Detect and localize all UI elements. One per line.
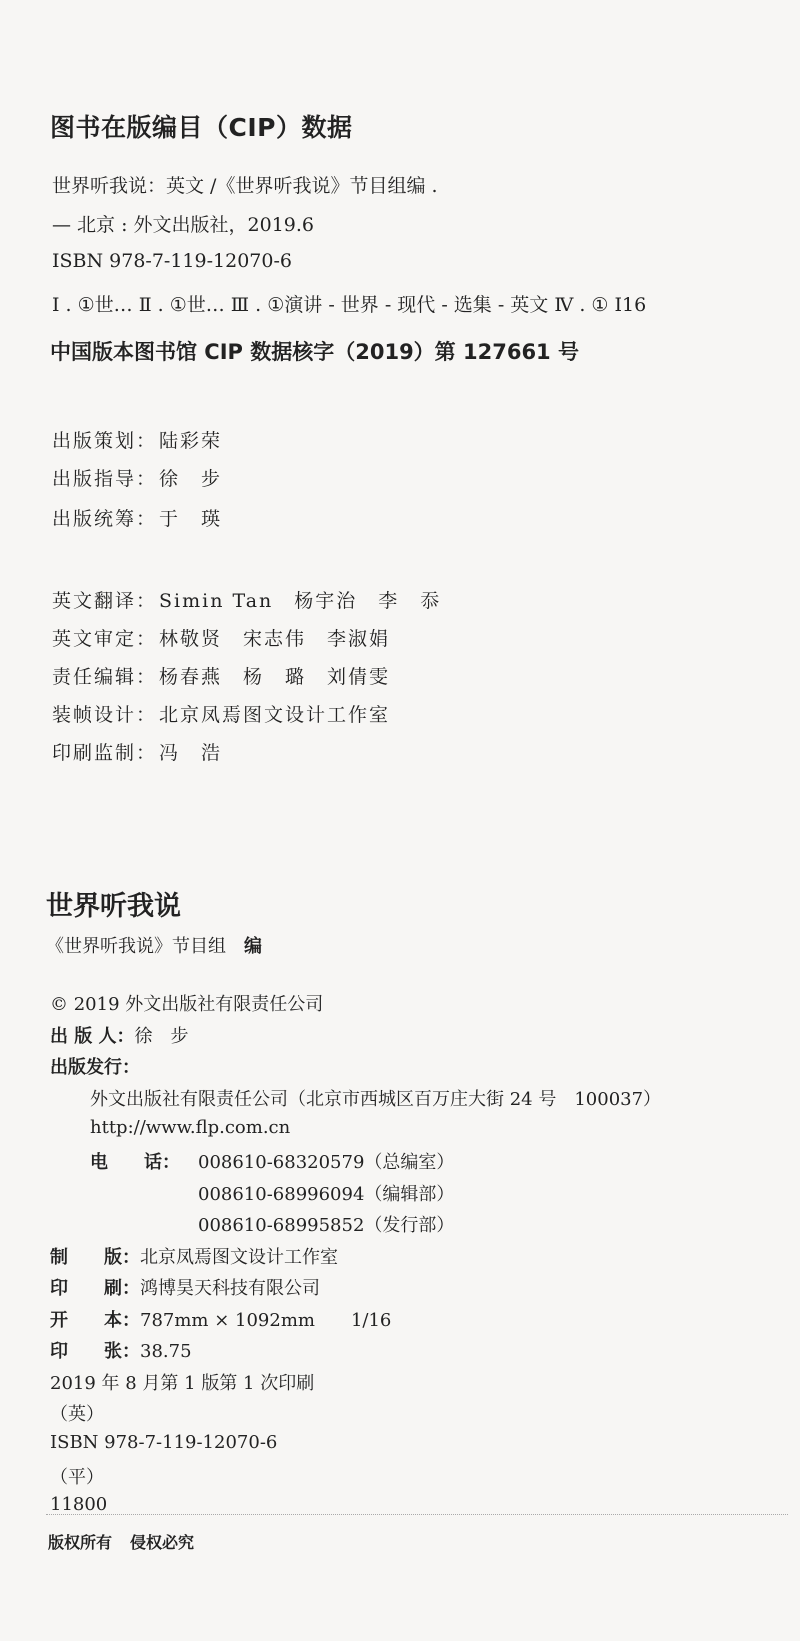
cip-classification-line: Ⅰ . ①世… Ⅱ . ①世… Ⅲ . ①演讲 - 世界 - 现代 - 选集 - 英文 Ⅳ . ① I16 — [52, 294, 647, 316]
credit-key: 出版统筹 — [52, 508, 137, 530]
print-row — [50, 1274, 320, 1300]
publisher-label: 出 版 人： — [50, 1026, 135, 1047]
format-label: 开 本： — [50, 1310, 140, 1331]
credit-row: 印刷监制： 冯 浩 — [52, 738, 222, 765]
binding-line: （平） — [50, 1467, 104, 1488]
plate-value: 北京凤焉图文设计工作室 — [140, 1247, 338, 1268]
credit-value: 徐 步 — [159, 468, 223, 490]
credit-key: 出版策划 — [52, 430, 137, 452]
credit-row: 英文翻译： Simin Tan 杨宇治 李 忝 — [52, 586, 441, 613]
credit-key: 装帧设计 — [52, 704, 137, 726]
plate-label: 制 版： — [50, 1247, 140, 1268]
credit-row: 出版统筹： 于 瑛 — [52, 504, 222, 531]
copyright-notice: © 2019 外文出版社有限责任公司 — [50, 994, 324, 1015]
language-line: （英） — [50, 1404, 104, 1425]
cip-title-line: 世界听我说：英文 /《世界听我说》节目组编 . — [52, 175, 438, 197]
credit-key: 英文翻译 — [52, 590, 137, 612]
rights-reserved: 版权所有 — [48, 1533, 113, 1552]
cip-heading: 图书在版编目（CIP）数据 — [50, 113, 353, 142]
credit-value: 陆彩荣 — [159, 430, 223, 452]
print-label: 印 刷： — [50, 1278, 140, 1299]
divider — [46, 1514, 788, 1515]
credit-key: 英文审定 — [52, 628, 137, 650]
infringement-notice: 侵权必究 — [130, 1533, 195, 1552]
book-editor: 《世界听我说》节目组 — [46, 936, 226, 957]
credit-key: 印刷监制 — [52, 742, 137, 764]
publisher-row — [50, 1022, 189, 1048]
credit-value: 林敬贤 宋志伟 李淑娟 — [159, 628, 391, 650]
book-editor-role: 编 — [244, 936, 262, 957]
rights-notice — [48, 1530, 194, 1553]
sheets-row — [50, 1337, 192, 1363]
book-title: 世界听我说 — [46, 891, 181, 922]
phone-label: 电 话： — [90, 1152, 180, 1173]
credit-value: 北京凤焉图文设计工作室 — [159, 704, 391, 726]
phone-value: 008610-68320579（总编室） — [198, 1152, 455, 1173]
credit-row: 装帧设计： 北京凤焉图文设计工作室 — [52, 700, 390, 727]
credit-value: 于 瑛 — [159, 508, 223, 530]
credit-key: 出版指导 — [52, 468, 137, 490]
distribution-row — [50, 1053, 140, 1079]
credit-value: 杨春燕 杨 璐 刘倩雯 — [159, 666, 391, 688]
price-code-line: 11800 — [50, 1494, 108, 1515]
credit-row: 出版指导： 徐 步 — [52, 464, 222, 491]
cip-publisher-line: — 北京 : 外文出版社，2019.6 — [52, 214, 315, 236]
credit-row: 英文审定： 林敬贤 宋志伟 李淑娟 — [52, 624, 390, 651]
format-value: 787mm × 1092mm 1/16 — [140, 1310, 392, 1331]
publisher-value: 徐 步 — [134, 1026, 189, 1047]
distribution-label: 出版发行： — [50, 1057, 140, 1078]
phone-row — [90, 1148, 454, 1174]
phone-value: 008610-68996094（编辑部） — [198, 1184, 455, 1205]
credit-value: Simin Tan 杨宇治 李 忝 — [159, 590, 442, 612]
sheets-value: 38.75 — [140, 1341, 192, 1362]
plate-row — [50, 1243, 338, 1269]
publisher-address: 外文出版社有限责任公司（北京市西城区百万庄大街 24 号 100037） — [90, 1089, 662, 1110]
format-row — [50, 1306, 391, 1332]
credit-value: 冯 浩 — [159, 742, 223, 764]
edition-line: 2019 年 8 月第 1 版第 1 次印刷 — [50, 1373, 315, 1394]
sheets-label: 印 张： — [50, 1341, 140, 1362]
credit-row: 责任编辑： 杨春燕 杨 璐 刘倩雯 — [52, 662, 390, 689]
credit-row: 出版策划： 陆彩荣 — [52, 426, 222, 453]
publisher-url: http://www.flp.com.cn — [90, 1117, 291, 1138]
phone-value: 008610-68995852（发行部） — [198, 1215, 455, 1236]
credit-key: 责任编辑 — [52, 666, 137, 688]
print-value: 鸿博昊天科技有限公司 — [140, 1278, 320, 1299]
book-editor-line — [46, 932, 262, 958]
cip-verification-line: 中国版本图书馆 CIP 数据核字（2019）第 127661 号 — [50, 340, 579, 364]
isbn-line: ISBN 978-7-119-12070-6 — [50, 1432, 278, 1453]
cip-isbn-line: ISBN 978-7-119-12070-6 — [52, 250, 292, 272]
